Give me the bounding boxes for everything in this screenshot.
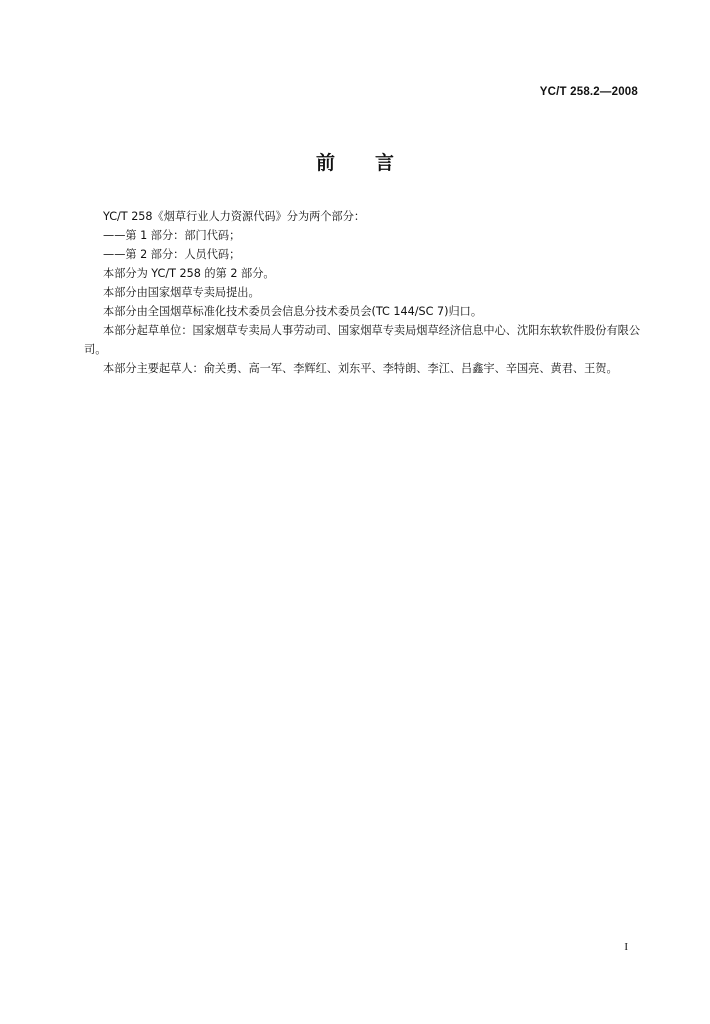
paragraph-parts-intro: YC/T 258《烟草行业人力资源代码》分为两个部分： — [103, 210, 366, 223]
paragraph-part-2: ——第 2 部分：人员代码； — [103, 248, 241, 261]
standard-code: YC/T 258.2—2008 — [539, 86, 638, 98]
paragraph-part-1: ——第 1 部分：部门代码； — [103, 229, 241, 242]
page-title: 前言 — [315, 152, 434, 174]
paragraph-centralized-by: 本部分由全国烟草标准化技术委员会信息分技术委员会(TC 144/SC 7)归口。 — [103, 305, 483, 318]
paragraph-proposed-by: 本部分由国家烟草专卖局提出。 — [103, 286, 260, 299]
page-number: I — [624, 941, 628, 953]
paragraph-drafting-units: 本部分起草单位：国家烟草专卖局人事劳动司、国家烟草专卖局烟草经济信息中心、沈阳东软软件股份有限公司。 — [84, 324, 641, 356]
paragraph-drafters: 本部分主要起草人：俞关勇、高一军、李辉红、刘东平、李特朗、李江、吕鑫宇、辛国亮、黄君、王贺。 — [103, 362, 618, 375]
paragraph-this-part: 本部分为 YC/T 258 的第 2 部分。 — [103, 267, 275, 280]
foreword-body — [84, 207, 640, 378]
